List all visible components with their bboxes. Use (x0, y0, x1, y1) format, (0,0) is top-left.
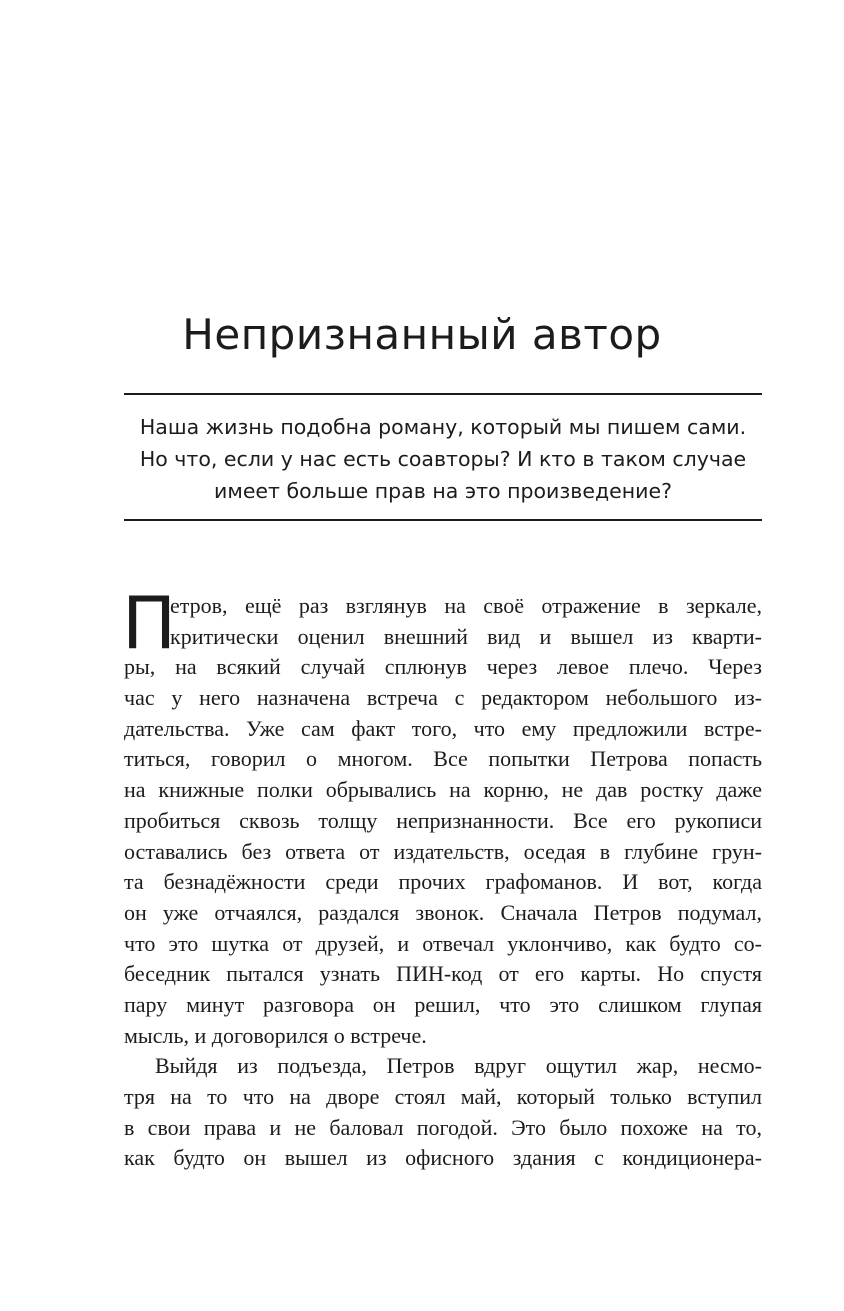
text-line: мысль, и договорился о встрече. (124, 1022, 427, 1048)
text-line: пару минут разговора он решил, что это слишком глупая (124, 991, 762, 1017)
text-line: ры, на всякий случай сплюнув через левое плечо. Через (124, 654, 762, 680)
text-line: что это шутка от друзей, и отвечал уклончиво, как будто со- (124, 930, 762, 956)
epigraph-line: имеет больше прав на это произведение? (214, 479, 672, 503)
epigraph (124, 411, 762, 507)
text-line: как будто он вышел из офисного здания с кондиционера- (124, 1145, 762, 1171)
epigraph-top-rule (124, 393, 762, 395)
body-text (122, 581, 762, 1174)
text-line: оставались без ответа от издательств, оседая в глубине грун- (124, 838, 762, 864)
text-line: пробиться сквозь толщу непризнанности. Все его рукописи (124, 807, 762, 833)
text-line: критически оценил внешний вид и вышел из кварти- (170, 623, 762, 649)
text-line: та безнадёжности среди прочих графоманов. И вот, когда (124, 869, 762, 895)
epigraph-line: Но что, если у нас есть соавторы? И кто в таком случае (139, 447, 747, 471)
text-line: в свои права и не баловал погодой. Это было похоже на то, (124, 1114, 762, 1140)
text-line: час у него назначена встреча с редактором небольшого из- (124, 685, 762, 711)
chapter-title: Непризнанный автор (182, 310, 662, 359)
text-line: етров, ещё раз взглянув на своё отражение в зеркале, (170, 593, 762, 618)
epigraph-line: Наша жизнь подобна роману, который мы пишем сами. (139, 415, 747, 439)
text-line: тря на то что на дворе стоял май, который только вступил (124, 1084, 762, 1109)
epigraph-bottom-rule (124, 519, 762, 521)
text-line: беседник пытался узнать ПИН-код от его карты. Но спустя (124, 961, 762, 987)
text-line: Выйдя из подъезда, Петров вдруг ощутил жар, несмо- (155, 1053, 762, 1079)
text-line: на книжные полки обрывались на корню, не дав ростку даже (124, 777, 762, 803)
drop-cap: П (122, 581, 177, 665)
text-line: титься, говорил о многом. Все попытки Петрова попасть (124, 746, 762, 772)
text-line: он уже отчаялся, раздался звонок. Сначала Петров подумал, (124, 899, 762, 925)
text-line: дательства. Уже сам факт того, что ему предложили встре- (124, 715, 762, 741)
